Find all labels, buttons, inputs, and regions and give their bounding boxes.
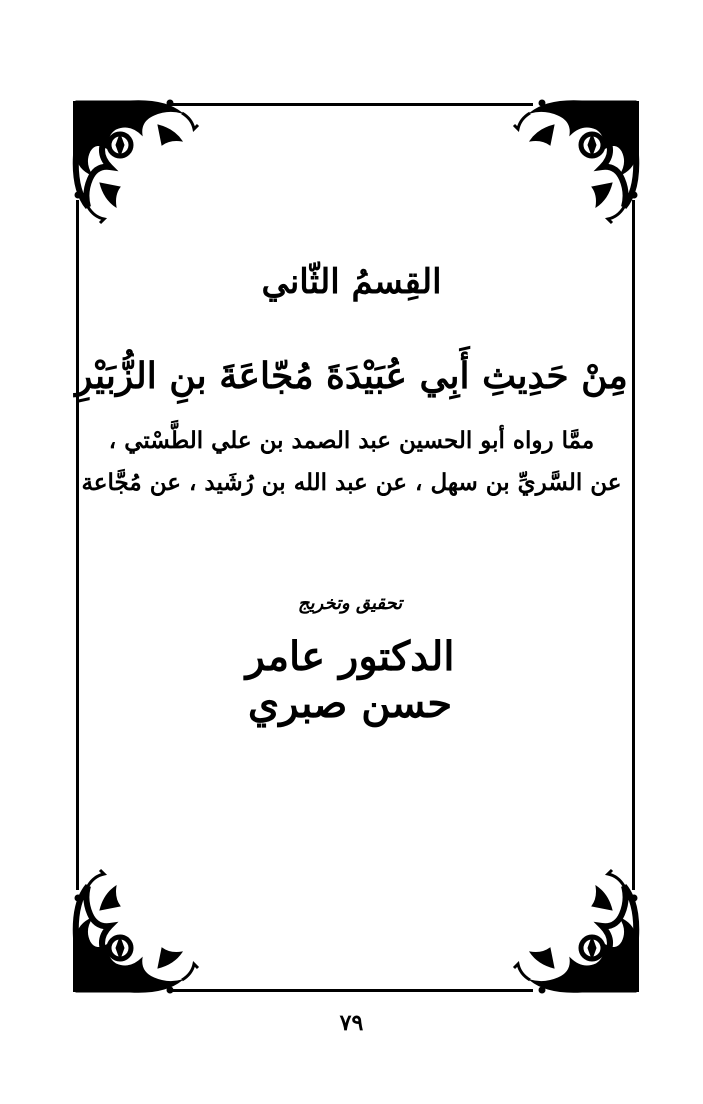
narration-line-1: ممَّا رواه أبو الحسين عبد الصمد بن علي الطَّسْتي ،: [108, 427, 595, 454]
ornament-corner-icon: [512, 868, 642, 998]
frame-left-line: [76, 200, 79, 890]
ornament-corner-icon: [70, 868, 200, 998]
ornament-corner-icon: [512, 95, 642, 225]
section-title: القِسمُ الثّاني: [261, 262, 442, 302]
author-name: الدكتور عامر حسن صبري: [245, 633, 455, 727]
ornament-corner-icon: [70, 95, 200, 225]
page-number: ٧٩: [339, 1010, 364, 1036]
narration-line-2: عن السَّريِّ بن سهل ، عن عبد الله بن رُشَيد ، عن مُجَّاعة: [81, 469, 622, 496]
frame-top-line: [170, 103, 533, 106]
tahqiq-label: تحقيق وتخريج: [297, 593, 403, 614]
frame-right-line: [632, 200, 635, 890]
frame-bottom-line: [170, 989, 533, 992]
hadith-title: مِنْ حَدِيثِ أَبِي عُبَيْدَةَ مُجّاعَةَ بنِ الزُّبَيْرِ: [75, 355, 628, 397]
